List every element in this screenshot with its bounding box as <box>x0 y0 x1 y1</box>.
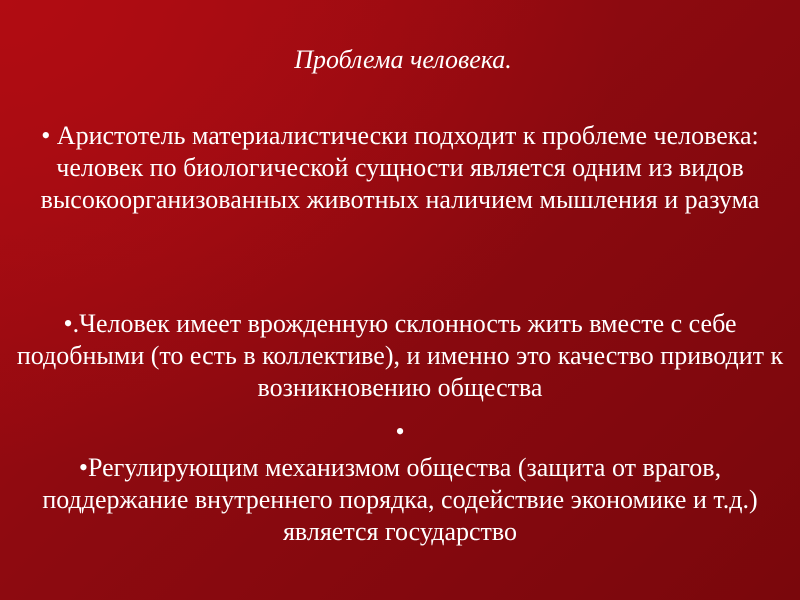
bullet-paragraph-aristotle: • Аристотель материалистически подходит к проблеме человека: человек по биологической сущности является одним из видов высокоорганизованных животных наличием мышления и разума <box>40 121 760 214</box>
bullet-paragraph-state: •Регулирующим механизмом общества (защита от врагов, поддержание внутреннего порядка, содействие экономике и т.д.) является государство <box>42 453 758 546</box>
bullet-paragraph-human-society: •.Человек имеет врожденную склонность жить вместе с себе подобными (то есть в коллективе), и именно это качество приводит к возникновению общества <box>16 309 784 402</box>
empty-bullet: • <box>395 417 405 446</box>
slide-title: Проблема человека. <box>294 45 512 74</box>
